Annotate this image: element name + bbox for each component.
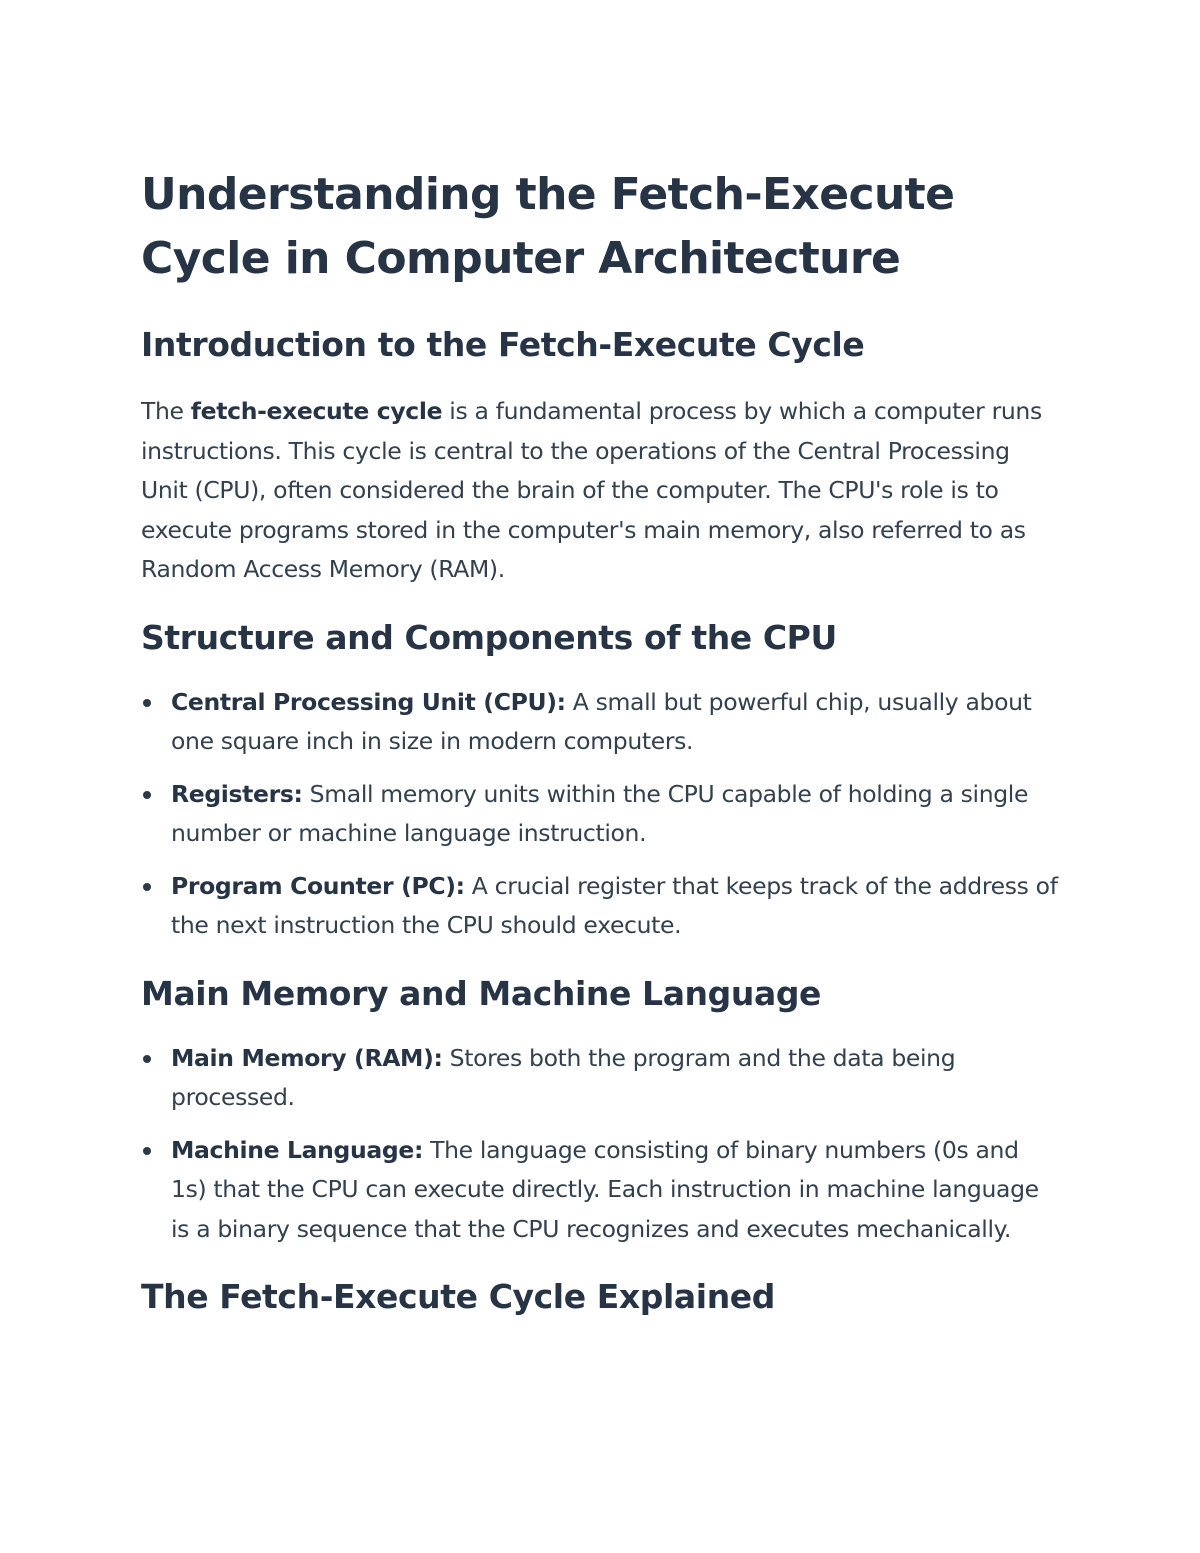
intro-text-start: The bbox=[141, 397, 191, 425]
list-item bbox=[141, 683, 1061, 762]
list-item bbox=[141, 1131, 1061, 1250]
intro-text-rest: is a fundamental process by which a computer runs instructions. This cycle is central to the operations of the Central Processing Unit (CPU), often considered the brain of the computer. The CPU's role is to execute programs stored in the computer's main memory, also referred to as Random Access Memory (RAM). bbox=[141, 397, 1042, 583]
list-item-text: Stores both the program and the data being processed. bbox=[171, 1043, 956, 1111]
list-item-term: Machine Language: bbox=[171, 1135, 423, 1164]
list-item bbox=[141, 1039, 1061, 1118]
list-item bbox=[141, 867, 1061, 946]
intro-paragraph bbox=[141, 392, 1061, 590]
document-page bbox=[141, 163, 1061, 1317]
heading-explained: The Fetch-Execute Cycle Explained bbox=[141, 1277, 776, 1316]
list-item-text: A small but powerful chip, usually about one square inch in size in modern computers. bbox=[171, 687, 1032, 755]
bullet-icon bbox=[143, 791, 151, 799]
list-item-text: The language consisting of binary numbers (0s and 1s) that the CPU can execute directly. Each instruction in machine language is a binary sequence that the CPU recognizes and executes mechanically. bbox=[171, 1135, 1039, 1243]
bullet-icon bbox=[143, 1147, 151, 1155]
list-item-text: A crucial register that keeps track of the address of the next instruction the CPU should execute. bbox=[171, 871, 1058, 939]
bullet-icon bbox=[143, 699, 151, 707]
document-title: Understanding the Fetch-Execute Cycle in Computer Architecture bbox=[141, 169, 955, 284]
list-item-term: Program Counter (PC): bbox=[171, 871, 465, 900]
memory-list bbox=[141, 1039, 1061, 1250]
heading-introduction: Introduction to the Fetch-Execute Cycle bbox=[141, 325, 865, 364]
list-item-term: Registers: bbox=[171, 779, 303, 808]
list-item bbox=[141, 775, 1061, 854]
intro-bold-term: fetch-execute cycle bbox=[190, 397, 443, 425]
structure-list bbox=[141, 683, 1061, 946]
bullet-icon bbox=[143, 883, 151, 891]
bullet-icon bbox=[143, 1055, 151, 1063]
heading-structure: Structure and Components of the CPU bbox=[141, 617, 837, 657]
list-item-text: Small memory units within the CPU capable of holding a single number or machine language instruction. bbox=[171, 779, 1029, 847]
heading-memory: Main Memory and Machine Language bbox=[141, 973, 822, 1013]
list-item-term: Main Memory (RAM): bbox=[171, 1043, 443, 1072]
list-item-term: Central Processing Unit (CPU): bbox=[171, 687, 566, 716]
